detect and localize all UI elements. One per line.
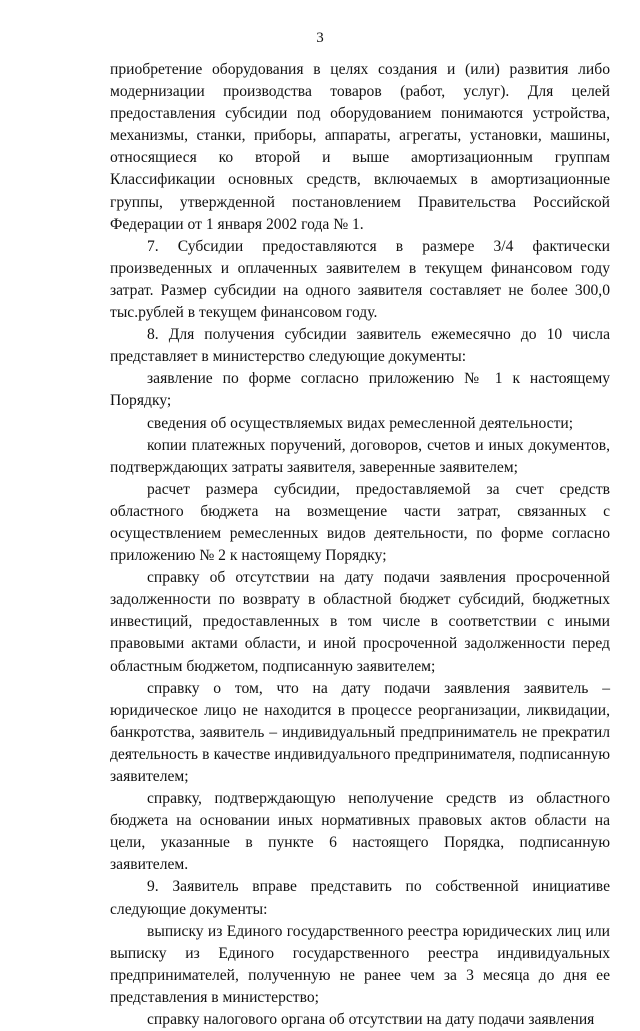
page-number: 3 xyxy=(316,30,324,46)
paragraph-9-optional-documents: 9. Заявитель вправе представить по собственной инициативе следующие документы: xyxy=(110,878,610,918)
paragraph-8-required-documents: 8. Для получения субсидии заявитель ежемесячно до 10 числа представляет в министерство следующие документы: xyxy=(110,326,610,366)
document-item-activity-info: сведения об осуществляемых видах ремесленной деятельности; xyxy=(147,414,574,432)
document-item-payment-copies: копии платежных поручений, договоров, счетов и иных документов, подтверждающих затраты заявителя, заверенные заявителем; xyxy=(110,436,610,476)
document-item-registry-extract: выписку из Единого государственного реестра юридических лиц или выписку из Единого государственного реестра индивидуальных предпринимателей, полученную не ранее чем за 3 месяца до дня ее представления в министерство; xyxy=(110,922,610,1006)
document-item-subsidy-calculation: расчет размера субсидии, предоставляемой за счет средств областного бюджета на возмещение части затрат, связанных с осуществлением ремесленных видов деятельности, по форме согласно приложению № 2 к настоящему Порядку; xyxy=(110,480,610,565)
document-item-tax-certificate: справку налогового органа об отсутствии на дату подачи заявления xyxy=(147,1011,595,1029)
document-item-no-debt-certificate: справку об отсутствии на дату подачи заявления просроченной задолженности по возврату в областной бюджет субсидий, бюджетных инвестиций, предоставленных в том числе в соответствии с иными правовыми актами области, и иной просроченной задолженности перед областным бюджетом, подписанную заявителем; xyxy=(110,569,610,675)
document-item-application: заявление по форме согласно приложению № 1 к настоящему Порядку; xyxy=(110,370,610,410)
document-item-no-other-funds-certificate: справку, подтверждающую неполучение средств из областного бюджета на основании иных нормативных правовых актов области на цели, указанные в пункте 6 настоящего Порядка, подписанную заявителем. xyxy=(110,790,610,874)
document-body xyxy=(110,59,610,1031)
document-item-no-reorganization-certificate: справку о том, что на дату подачи заявления заявитель – юридическое лицо не находится в процессе реорганизации, ликвидации, банкротства, заявитель – индивидуальный предприниматель не прекратил деятельность в качестве индивидуального предпринимателя, подписанную заявителем; xyxy=(110,679,610,785)
paragraph-equipment-definition: приобретение оборудования в целях создания и (или) развития либо модернизации производства товаров (работ, услуг). Для целей предоставления субсидии под оборудованием понимаются устройства, механизмы, станки, приборы, аппараты, агрегаты, установки, машины, относящиеся ко второй и выше амортизационным группам Классификации основных средств, включаемых в амортизационные группы, утвержденной постановлением Правительства Российской Федерации от 1 января 2002 года № 1. xyxy=(110,61,610,233)
paragraph-7-subsidy-amount: 7. Субсидии предоставляются в размере 3/4 фактически произведенных и оплаченных заявителем в текущем финансовом году затрат. Размер субсидии на одного заявителя составляет не более 300,0 тыс.рублей в текущем финансовом году. xyxy=(110,237,610,322)
